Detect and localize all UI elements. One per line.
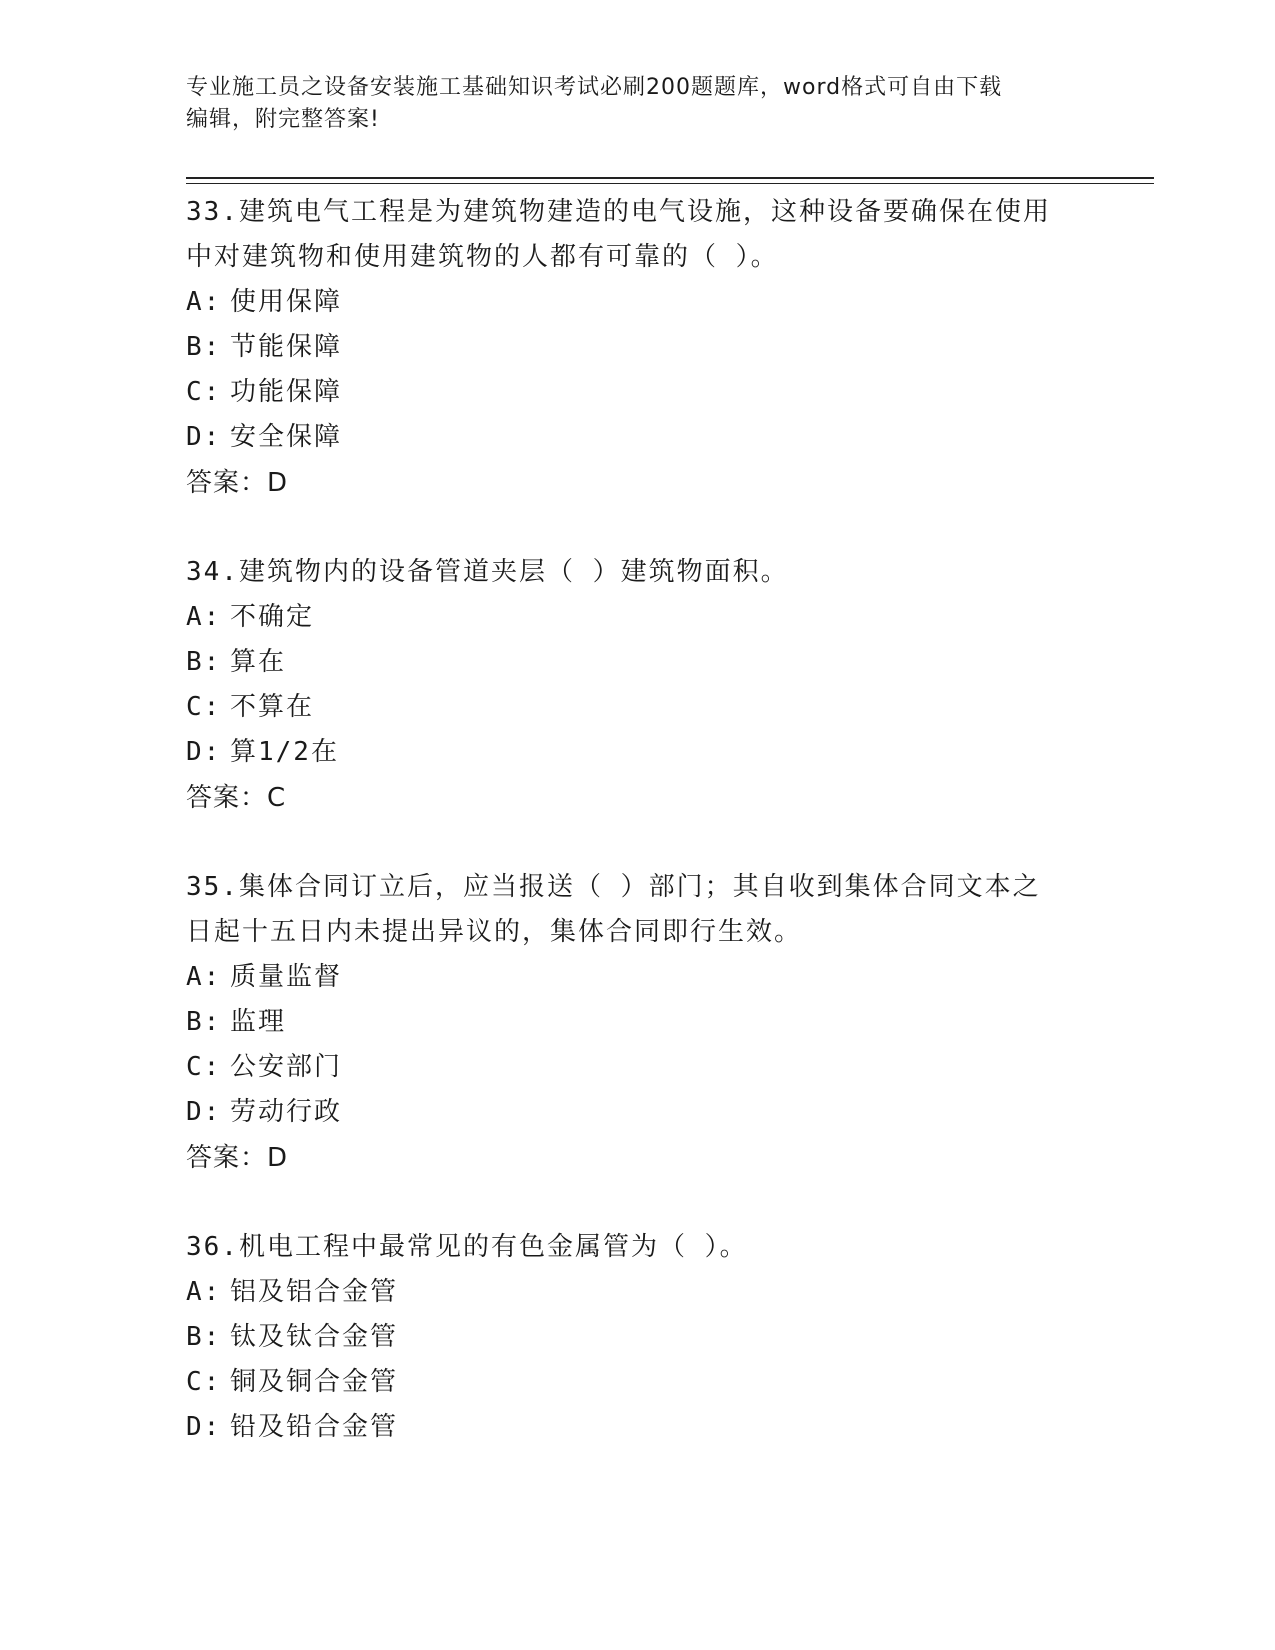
option-c (186, 1045, 1086, 1090)
option-key: D: (186, 737, 222, 767)
option-key: C: (186, 1052, 222, 1082)
option-key: B: (186, 647, 222, 677)
option-b (186, 325, 1086, 370)
option-text: 不算在 (230, 692, 315, 722)
option-d (186, 415, 1086, 460)
option-text: 铜及铜合金管 (230, 1367, 399, 1397)
option-text: 铅及铅合金管 (230, 1412, 399, 1442)
option-a (186, 280, 1086, 325)
option-text: 使用保障 (230, 287, 343, 317)
question-35 (186, 865, 1086, 1181)
option-key: C: (186, 377, 222, 407)
option-b (186, 1315, 1086, 1360)
option-text: 算1/2在 (230, 737, 339, 767)
option-text: 公安部门 (230, 1052, 343, 1082)
answer-line: 答案：D (186, 468, 289, 498)
answer-line: 答案：C (186, 783, 287, 813)
option-c (186, 370, 1086, 415)
option-text: 监理 (230, 1007, 287, 1037)
question-stem-line: 33.建筑电气工程是为建筑物建造的电气设施，这种设备要确保在使用 (186, 197, 1051, 227)
question-stem-line: 35.集体合同订立后，应当报送（ ）部门；其自收到集体合同文本之 (186, 872, 1041, 902)
option-text: 铝及铝合金管 (230, 1277, 399, 1307)
question-stem-line: 日起十五日内未提出异议的，集体合同即行生效。 (186, 917, 803, 947)
option-a (186, 1270, 1086, 1315)
option-a (186, 595, 1086, 640)
option-a (186, 955, 1086, 1000)
question-36 (186, 1225, 1086, 1450)
option-text: 节能保障 (230, 332, 343, 362)
option-d (186, 1405, 1086, 1450)
option-key: D: (186, 422, 222, 452)
option-key: B: (186, 1322, 222, 1352)
option-key: A: (186, 962, 222, 992)
option-text: 质量监督 (230, 962, 343, 992)
option-b (186, 1000, 1086, 1045)
option-d (186, 1090, 1086, 1135)
option-key: A: (186, 602, 222, 632)
option-key: C: (186, 692, 222, 722)
header-divider-thin (186, 183, 1154, 184)
option-text: 劳动行政 (230, 1097, 343, 1127)
question-33 (186, 190, 1086, 506)
question-stem-line: 34.建筑物内的设备管道夹层（ ）建筑物面积。 (186, 557, 789, 587)
option-key: C: (186, 1367, 222, 1397)
option-key: D: (186, 1097, 222, 1127)
header-line-2: 编辑，附完整答案! (186, 107, 380, 132)
question-list (186, 190, 1086, 1494)
question-stem-line: 36.机电工程中最常见的有色金属管为（ ）。 (186, 1232, 748, 1262)
option-key: B: (186, 332, 222, 362)
option-c (186, 1360, 1086, 1405)
option-key: A: (186, 287, 222, 317)
option-text: 钛及钛合金管 (230, 1322, 399, 1352)
option-c (186, 685, 1086, 730)
document-header (186, 72, 1086, 136)
option-key: B: (186, 1007, 222, 1037)
option-key: A: (186, 1277, 222, 1307)
option-b (186, 640, 1086, 685)
option-text: 功能保障 (230, 377, 343, 407)
option-text: 算在 (230, 647, 287, 677)
question-stem-line: 中对建筑物和使用建筑物的人都有可靠的（ ）。 (186, 242, 779, 272)
option-text: 安全保障 (230, 422, 343, 452)
option-text: 不确定 (230, 602, 315, 632)
header-line-1: 专业施工员之设备安装施工基础知识考试必刷200题题库，word格式可自由下载 (186, 75, 1003, 100)
question-34 (186, 550, 1086, 821)
option-d (186, 730, 1086, 775)
option-key: D: (186, 1412, 222, 1442)
header-divider (186, 177, 1154, 179)
answer-line: 答案：D (186, 1143, 289, 1173)
